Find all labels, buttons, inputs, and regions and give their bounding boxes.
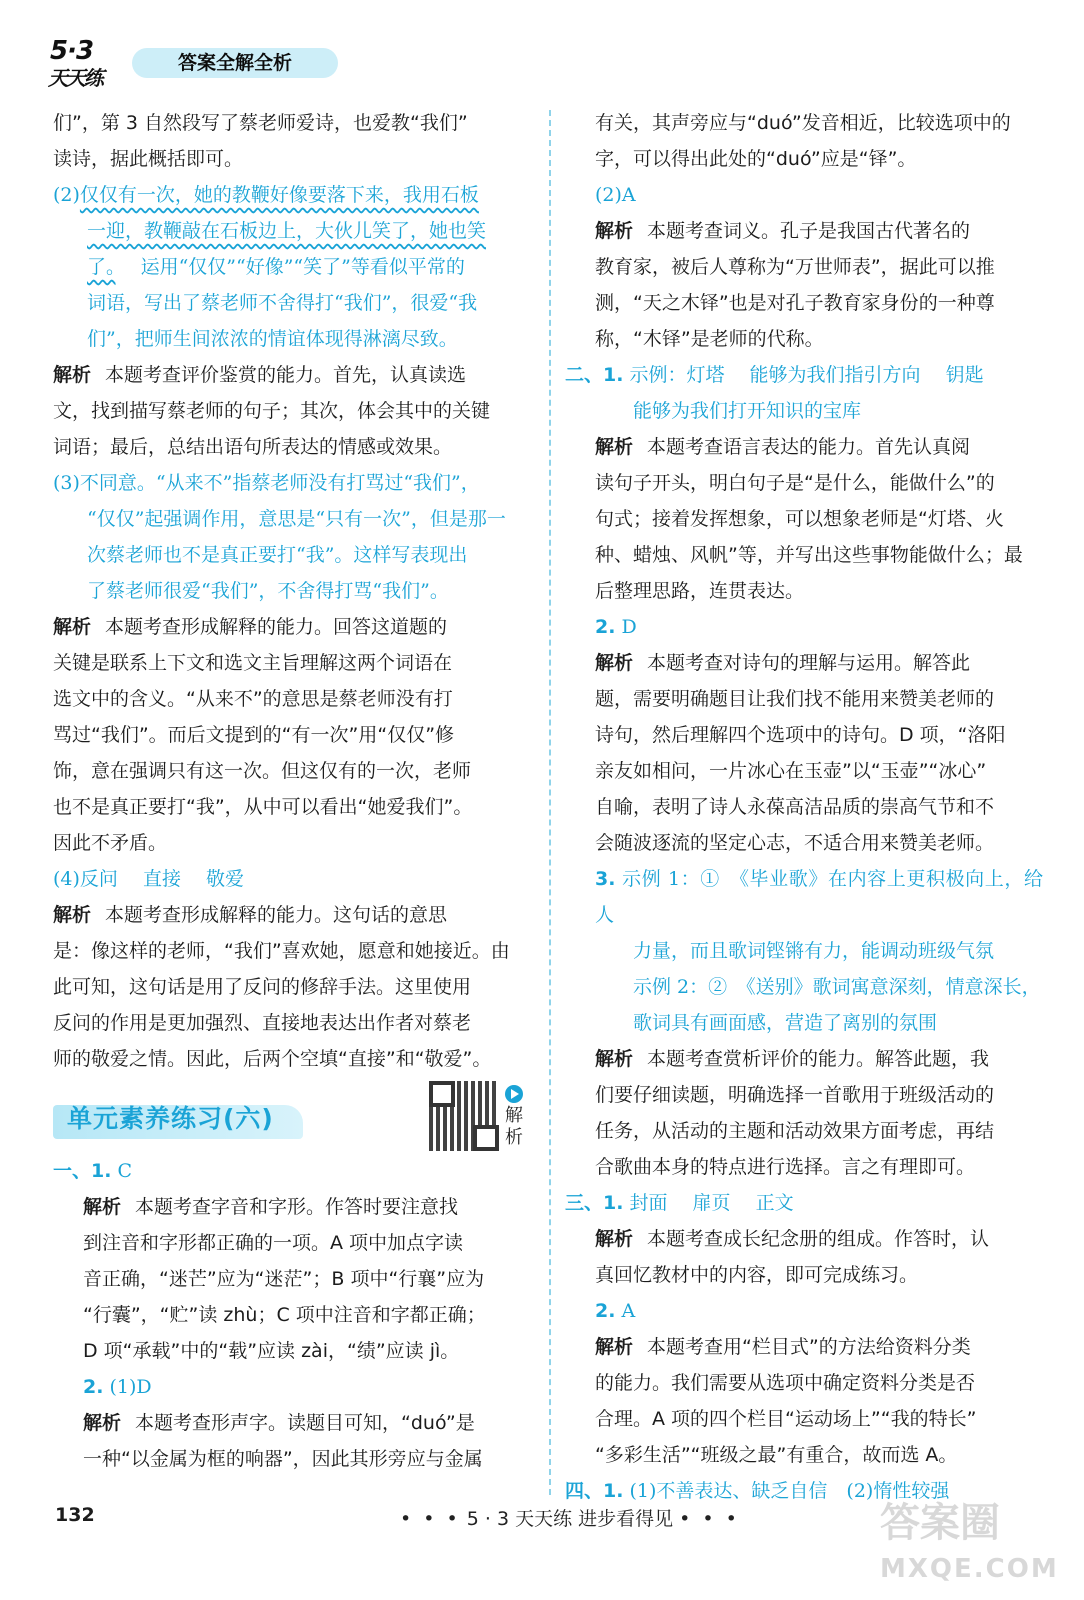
analysis-line: 词语；最后，总结出语句所表达的情感或效果。 xyxy=(53,436,453,458)
page-number: 132 xyxy=(55,1504,95,1526)
column-divider xyxy=(549,110,551,1495)
text-line: 们”，第 3 自然段写了蔡老师爱诗，也爱教“我们” xyxy=(53,112,468,134)
section-title-label: 单元素养练习(六) xyxy=(67,1104,274,1133)
analysis-text: 本题考查字音和字形。作答时要注意找 xyxy=(135,1196,459,1218)
answer-line: 词语，写出了蔡老师不舍得打“我们”，很爱“我 xyxy=(87,292,478,314)
answer-line: 了蔡老师很爱“我们”，不舍得打骂“我们”。 xyxy=(87,580,449,602)
analysis-line: 种、蜡烛、风帆”等，并写出这些事物能做什么；最 xyxy=(595,544,1023,566)
analysis-line xyxy=(565,1221,1043,1257)
analysis-label: 解析 xyxy=(595,652,634,674)
answer-line: 示例 2：② 《送别》歌词寓意深刻，情意深长， xyxy=(633,976,1041,998)
analysis-line: 的能力。我们需要从选项中确定资料分类是否 xyxy=(595,1372,976,1394)
answer-line: 歌词具有画面感，营造了离别的氛围 xyxy=(633,1012,938,1034)
analysis-line: “多彩生活”“班级之最”有重合，故而选 A。 xyxy=(595,1444,958,1466)
section-title xyxy=(53,1095,533,1153)
answer-text: (1)不善表达、缺乏自信 (2)惰性较强 xyxy=(629,1480,950,1502)
answer-line xyxy=(565,1185,1043,1221)
answer-line xyxy=(53,177,533,213)
quoted-sentence: 一迎，教鞭敲在石板边上，大伙儿笑了，她也笑 xyxy=(87,220,487,242)
analysis-line: 一种“以金属为框的响器”，因此其形旁应与金属 xyxy=(83,1448,483,1470)
analysis-text: 本题考查语言表达的能力。首先认真阅 xyxy=(647,436,971,458)
answer-line xyxy=(565,861,1043,933)
header-badge: 答案全解全析 xyxy=(132,48,338,78)
analysis-line: 师的敬爱之情。因此，后两个空填“直接”和“敬爱”。 xyxy=(53,1048,492,1070)
analysis-text: 本题考查词义。孔子是我国古代著名的 xyxy=(647,220,971,242)
answer-line: (2)A xyxy=(595,184,636,206)
analysis-text: 本题考查对诗句的理解与运用。解答此 xyxy=(647,652,971,674)
text-line: 读诗，据此概括即可。 xyxy=(53,148,244,170)
analysis-line: 们要仔细读题，明确选择一首歌用于班级活动的 xyxy=(595,1084,995,1106)
question-number: (2) xyxy=(53,184,80,206)
answer-line: 次蔡老师也不是真正要打“我”。这样写表现出 xyxy=(87,544,468,566)
text-line: 有关，其声旁应与“duó”发音相近，比较选项中的 xyxy=(595,112,1011,134)
answer-text: D xyxy=(621,616,637,638)
question-number: 一、1. xyxy=(53,1160,112,1182)
qr-code-icon[interactable] xyxy=(429,1081,499,1151)
analysis-line: 此可知，这句话是用了反问的修辞手法。这里使用 xyxy=(53,976,472,998)
watermark-text: 答案圈 xyxy=(880,1500,1000,1546)
analysis-line: 后整理思路，连贯表达。 xyxy=(595,580,805,602)
quoted-sentence: 仅仅有一次，她的教鞭好像要落下来，我用石板 xyxy=(79,184,479,206)
analysis-line: 到注音和字形都正确的一项。A 项中加点字读 xyxy=(83,1232,464,1254)
text-line: 字，可以得出此处的“duó”应是“铎”。 xyxy=(595,148,917,170)
answer-line: 们”，把师生间浓浓的情谊体现得淋漓尽致。 xyxy=(87,328,458,350)
analysis-line xyxy=(53,897,533,933)
analysis-line: 读句子开头，明白句子是“是什么，能做什么”的 xyxy=(595,472,995,494)
answer-line: (3)不同意。“从来不”指蔡老师没有打骂过“我们”， xyxy=(53,472,480,494)
brand-logo xyxy=(46,38,134,88)
analysis-line: 亲友如相问，一片冰心在玉壶”以“玉壶”“冰心” xyxy=(595,760,987,782)
analysis-line: 合理。A 项的四个栏目“运动场上”“我的特长” xyxy=(595,1408,977,1430)
analysis-label: 解析 xyxy=(53,904,92,926)
analysis-label: 解析 xyxy=(595,1228,634,1250)
analysis-label: 解析 xyxy=(595,1048,634,1070)
footer-slogan xyxy=(400,1504,740,1531)
dots-decoration: • • • xyxy=(679,1508,740,1530)
answer-text: C xyxy=(117,1160,133,1182)
analysis-label: 解析 xyxy=(53,364,92,386)
answer-text: 示例：灯塔 能够为我们指引方向 钥匙 xyxy=(629,364,984,386)
answer-line xyxy=(53,1153,533,1189)
answer-text: 运用“仅仅”“好像”“笑了”等看似平常的 xyxy=(140,256,465,278)
answer-line xyxy=(565,357,1043,393)
analysis-label: 解析 xyxy=(595,220,634,242)
answer-text: 示例 1：① 《毕业歌》在内容上更积极向上，给人 xyxy=(595,868,1043,926)
qr-label: 解析 xyxy=(505,1105,523,1148)
analysis-line xyxy=(53,357,533,393)
analysis-line: 选文中的含义。“从来不”的意思是蔡老师没有打 xyxy=(53,688,453,710)
answer-line xyxy=(565,1293,1043,1329)
answer-line: (4)反问 直接 敬爱 xyxy=(53,868,244,890)
analysis-line: “行囊”，“贮”读 zhù；C 项中注音和字都正确； xyxy=(83,1304,486,1326)
answer-line: 力量，而且歌词铿锵有力，能调动班级气氛 xyxy=(633,940,995,962)
analysis-text: 本题考查评价鉴赏的能力。首先，认真读选 xyxy=(105,364,467,386)
answer-line: 能够为我们打开知识的宝库 xyxy=(633,400,862,422)
answer-text: 封面 扉页 正文 xyxy=(629,1192,794,1214)
analysis-text: 本题考查成长纪念册的组成。作答时，认 xyxy=(647,1228,990,1250)
watermark-url: MXQE.COM xyxy=(880,1554,1059,1584)
analysis-line: 句式；接着发挥想象，可以想象老师是“灯塔、火 xyxy=(595,508,1004,530)
analysis-text: 本题考查形成解释的能力。这句话的意思 xyxy=(105,904,448,926)
analysis-label: 解析 xyxy=(53,616,92,638)
analysis-line: 任务，从活动的主题和活动效果方面考虑，再结 xyxy=(595,1120,995,1142)
analysis-line xyxy=(565,213,1043,249)
analysis-line: D 项“承载”中的“载”应读 zài，“绩”应读 jì。 xyxy=(83,1340,460,1362)
analysis-line: 测，“天之木铎”也是对孔子教育家身份的一种尊 xyxy=(595,292,995,314)
analysis-line xyxy=(53,1189,533,1225)
analysis-line xyxy=(53,1405,533,1441)
question-number: 3. xyxy=(595,868,616,890)
answer-text: (1)D xyxy=(109,1376,152,1398)
analysis-line: 也不是真正要打“我”，从中可以看出“她爱我们”。 xyxy=(53,796,473,818)
left-column xyxy=(53,105,533,1477)
question-number: 2. xyxy=(595,1300,616,1322)
analysis-line: 是：像这样的老师，“我们”喜欢她，愿意和她接近。由 xyxy=(53,940,510,962)
question-number: 2. xyxy=(83,1376,104,1398)
analysis-line: 饰，意在强调只有这一次。但这仅有的一次，老师 xyxy=(53,760,472,782)
analysis-line xyxy=(565,645,1043,681)
answer-line xyxy=(53,249,533,285)
analysis-line xyxy=(53,609,533,645)
answer-line xyxy=(53,1369,533,1405)
quoted-sentence: 了。 xyxy=(87,256,116,278)
analysis-line: 称，“木铎”是老师的代称。 xyxy=(595,328,824,350)
analysis-line: 合歌曲本身的特点进行选择。言之有理即可。 xyxy=(595,1156,976,1178)
analysis-line xyxy=(565,1329,1043,1365)
analysis-text: 本题考查形成解释的能力。回答这道题的 xyxy=(105,616,448,638)
question-number: 三、1. xyxy=(565,1192,624,1214)
answer-line xyxy=(565,609,1043,645)
question-number: 二、1. xyxy=(565,364,624,386)
analysis-text: 本题考查形声字。读题目可知，“duó”是 xyxy=(135,1412,475,1434)
analysis-line: 真回忆教材中的内容，即可完成练习。 xyxy=(595,1264,919,1286)
analysis-line: 文，找到描写蔡老师的句子；其次，体会其中的关键 xyxy=(53,400,491,422)
analysis-line: 因此不矛盾。 xyxy=(53,832,168,854)
question-number: 四、1. xyxy=(565,1480,624,1502)
analysis-line: 题，需要明确题目让我们找不能用来赞美老师的 xyxy=(595,688,995,710)
right-column xyxy=(565,105,1043,1509)
answer-line xyxy=(53,213,533,249)
analysis-line xyxy=(565,1041,1043,1077)
analysis-line xyxy=(565,429,1043,465)
analysis-text: 本题考查赏析评价的能力。解答此题，我 xyxy=(647,1048,990,1070)
analysis-label: 解析 xyxy=(83,1412,122,1434)
analysis-line: 反问的作用是更加强烈、直接地表达出作者对蔡老 xyxy=(53,1012,472,1034)
analysis-line: 关键是联系上下文和选文主旨理解这两个词语在 xyxy=(53,652,453,674)
analysis-line: 音正确，“迷芒”应为“迷茫”；B 项中“行襄”应为 xyxy=(83,1268,485,1290)
answer-text: A xyxy=(621,1300,636,1322)
watermark xyxy=(880,1500,1060,1590)
logo-number: 5·3 xyxy=(50,36,94,66)
analysis-line: 诗句，然后理解四个选项中的诗句。D 项，“洛阳 xyxy=(595,724,1006,746)
play-icon[interactable] xyxy=(505,1085,523,1103)
analysis-line: 会随波逐流的坚定心志，不适合用来赞美老师。 xyxy=(595,832,995,854)
analysis-line: 自喻，表明了诗人永葆高洁品质的崇高气节和不 xyxy=(595,796,995,818)
analysis-line: 教育家，被后人尊称为“万世师表”，据此可以推 xyxy=(595,256,995,278)
question-number: 2. xyxy=(595,616,616,638)
logo-text: 天天练 xyxy=(48,66,102,90)
analysis-line: 骂过“我们”。而后文提到的“有一次”用“仅仅”修 xyxy=(53,724,455,746)
analysis-label: 解析 xyxy=(595,436,634,458)
analysis-text: 本题考查用“栏目式”的方法给资料分类 xyxy=(647,1336,971,1358)
answer-line: “仅仅”起强调作用，意思是“只有一次”，但是那一 xyxy=(87,508,506,530)
dots-decoration: • • • xyxy=(400,1508,461,1530)
analysis-label: 解析 xyxy=(595,1336,634,1358)
analysis-label: 解析 xyxy=(83,1196,122,1218)
slogan-text: 5 · 3 天天练 进步看得见 xyxy=(466,1508,674,1530)
